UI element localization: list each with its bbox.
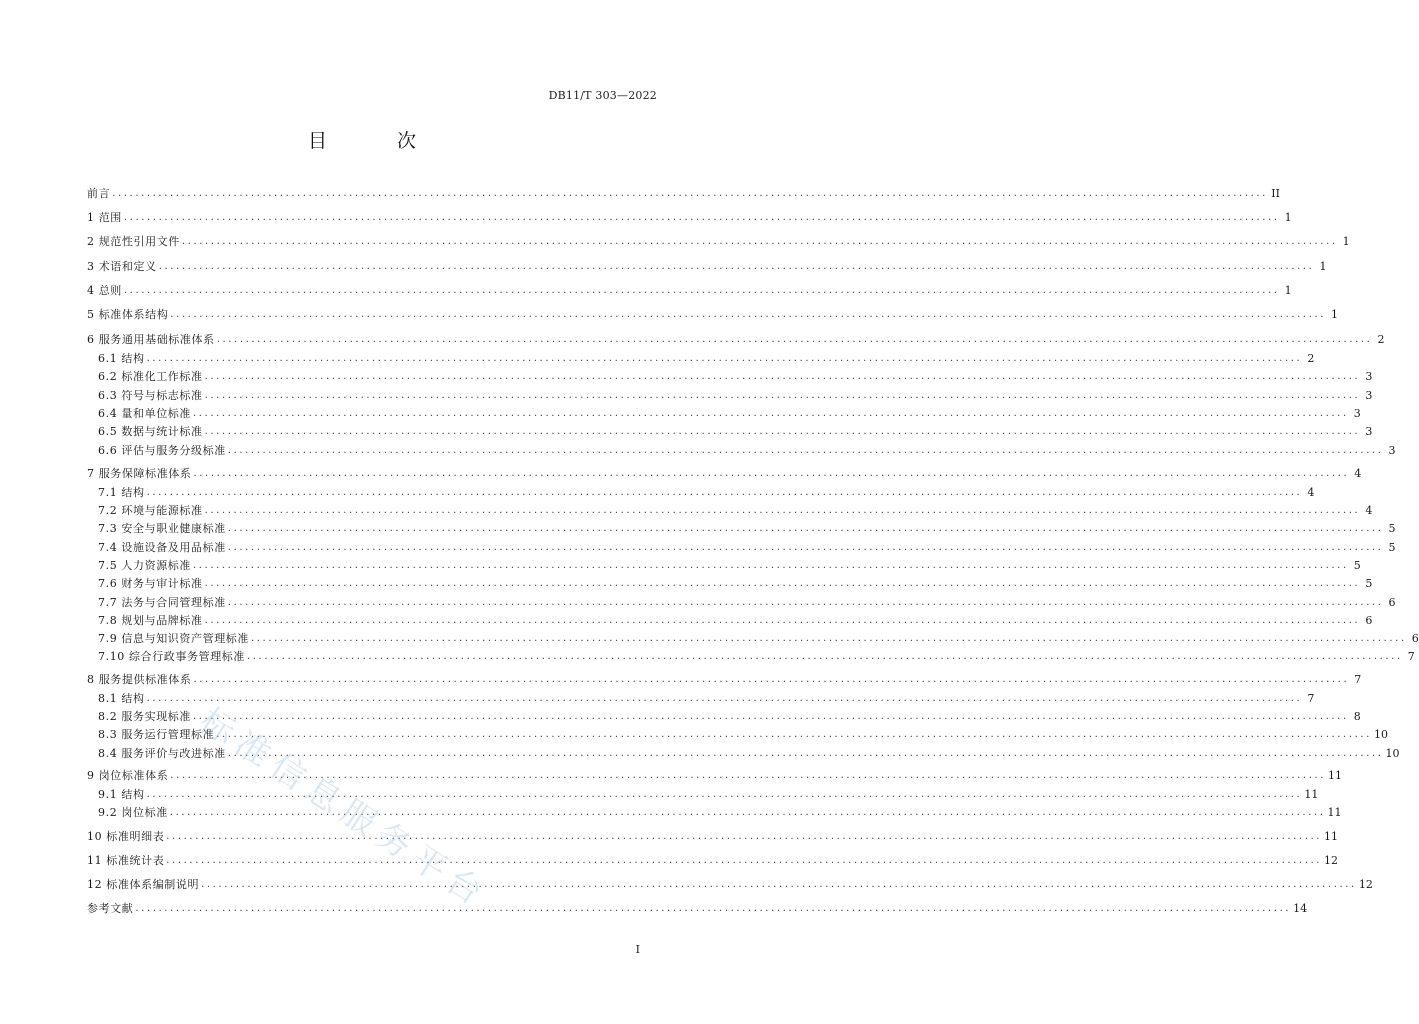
toc-leader-dots: ........................................................................................................................................................................................................ xyxy=(146,789,1303,800)
toc-leader-dots: ........................................................................................................................................................................................................ xyxy=(181,236,1338,247)
toc-entry[interactable] xyxy=(87,900,1308,916)
toc-leader-dots: ........................................................................................................................................................................................................ xyxy=(216,729,1372,740)
toc-entry[interactable] xyxy=(87,331,1385,347)
toc-leader-dots: ........................................................................................................................................................................................................ xyxy=(193,468,1350,479)
toc-entry[interactable] xyxy=(87,258,1327,274)
toc-leader-dots: ........................................................................................................................................................................................................ xyxy=(227,542,1384,553)
toc-entry-page: 8 xyxy=(1353,710,1361,723)
toc-entry-label: 6.3 符号与标志标准 xyxy=(98,389,203,402)
toc-entry-label: 7.1 结构 xyxy=(98,486,145,499)
toc-entry-page: 5 xyxy=(1388,522,1396,535)
toc-entry-page: 5 xyxy=(1365,577,1373,590)
toc-leader-dots: ........................................................................................................................................................................................................ xyxy=(166,831,1323,842)
watermark: 标准信息服务平台 xyxy=(192,700,496,918)
toc-entry[interactable] xyxy=(98,405,1361,421)
toc-leader-dots: ........................................................................................................................................................................................................ xyxy=(227,523,1384,534)
toc-leader-dots: ........................................................................................................................................................................................................ xyxy=(123,285,1280,296)
toc-leader-dots: ........................................................................................................................................................................................................ xyxy=(193,560,1349,571)
toc-leader-dots: ........................................................................................................................................................................................................ xyxy=(158,261,1315,272)
toc-entry-label: 12 标准体系编制说明 xyxy=(87,878,200,891)
toc-leader-dots: ........................................................................................................................................................................................................ xyxy=(204,505,1361,516)
toc-entry-page: 6 xyxy=(1411,632,1419,645)
toc-leader-dots: ........................................................................................................................................................................................................ xyxy=(170,309,1327,320)
toc-entry-label: 7.2 环境与能源标准 xyxy=(98,504,203,517)
toc-entry-label: 前言 xyxy=(87,187,111,200)
toc-entry[interactable] xyxy=(98,520,1396,536)
toc-leader-dots: ........................................................................................................................................................................................................ xyxy=(216,334,1373,345)
toc-entry[interactable] xyxy=(98,804,1342,820)
toc-leader-dots: ........................................................................................................................................................................................................ xyxy=(170,770,1327,781)
toc-leader-dots: ........................................................................................................................................................................................................ xyxy=(166,855,1323,866)
toc-leader-dots: ........................................................................................................................................................................................................ xyxy=(204,615,1361,626)
toc-entry-label: 9.1 结构 xyxy=(98,788,145,801)
toc-entry-page: 3 xyxy=(1353,407,1361,420)
toc-entry-page: 3 xyxy=(1365,370,1373,383)
toc-leader-dots: ........................................................................................................................................................................................................ xyxy=(146,353,1303,364)
toc-entry[interactable] xyxy=(98,387,1373,403)
toc-entry-label: 5 标准体系结构 xyxy=(87,308,169,321)
toc-entry-page: 1 xyxy=(1284,284,1292,297)
toc-entry[interactable] xyxy=(98,442,1396,458)
toc-leader-dots: ........................................................................................................................................................................................................ xyxy=(247,651,1403,662)
toc-entry-page: 11 xyxy=(1328,769,1343,782)
toc-leader-dots: ........................................................................................................................................................................................................ xyxy=(146,487,1303,498)
toc-entry[interactable] xyxy=(87,852,1339,868)
toc-entry[interactable] xyxy=(98,484,1315,500)
toc-entry-page: 1 xyxy=(1319,260,1327,273)
toc-entry-label: 6.5 数据与统计标准 xyxy=(98,425,203,438)
toc-entry-page: 12 xyxy=(1324,854,1339,867)
toc-entry[interactable] xyxy=(98,539,1396,555)
toc-entry-page: 7 xyxy=(1307,692,1315,705)
toc-entry-page: 3 xyxy=(1388,444,1396,457)
toc-leader-dots: ........................................................................................................................................................................................................ xyxy=(146,693,1303,704)
toc-entry-label: 7.10 综合行政事务管理标准 xyxy=(98,650,245,663)
toc-entry[interactable] xyxy=(98,612,1373,628)
toc-entry-page: 5 xyxy=(1388,541,1396,554)
toc-entry-label: 6 服务通用基础标准体系 xyxy=(87,333,215,346)
toc-entry[interactable] xyxy=(98,745,1400,761)
toc-entry-page: 1 xyxy=(1331,308,1339,321)
toc-entry[interactable] xyxy=(98,368,1373,384)
toc-entry-label: 8.2 服务实现标准 xyxy=(98,710,191,723)
toc-entry-page: 7 xyxy=(1354,673,1362,686)
toc-entry[interactable] xyxy=(87,465,1362,481)
toc-leader-dots: ........................................................................................................................................................................................................ xyxy=(227,748,1384,759)
toc-entry-page: 1 xyxy=(1342,235,1350,248)
toc-leader-dots: ........................................................................................................................................................................................................ xyxy=(251,633,1407,644)
toc-entry[interactable] xyxy=(87,767,1343,783)
toc-entry[interactable] xyxy=(87,876,1373,892)
page-number: I xyxy=(635,943,640,956)
toc-entry[interactable] xyxy=(87,209,1292,225)
toc-entry-page: 1 xyxy=(1284,211,1292,224)
toc-entry-page: 3 xyxy=(1365,425,1373,438)
toc-entry-label: 9 岗位标准体系 xyxy=(87,769,169,782)
toc-entry-page: 11 xyxy=(1304,788,1319,801)
toc-entry-label: 8.3 服务运行管理标准 xyxy=(98,728,215,741)
toc-entry[interactable] xyxy=(87,671,1362,687)
toc-leader-dots: ........................................................................................................................................................................................................ xyxy=(112,188,1268,199)
toc-entry[interactable] xyxy=(98,350,1315,366)
toc-entry-page: 4 xyxy=(1354,467,1362,480)
toc-entry-page: 7 xyxy=(1407,650,1415,663)
toc-entry[interactable] xyxy=(98,594,1396,610)
toc-entry[interactable] xyxy=(98,423,1373,439)
toc-entry[interactable] xyxy=(98,502,1373,518)
toc-entry-page: 11 xyxy=(1324,830,1339,843)
toc-leader-dots: ........................................................................................................................................................................................................ xyxy=(201,879,1357,890)
toc-entry-label: 7.9 信息与知识资产管理标准 xyxy=(98,632,249,645)
toc-leader-dots: ........................................................................................................................................................................................................ xyxy=(193,711,1349,722)
toc-title: 目 次 xyxy=(307,130,449,152)
toc-entry[interactable] xyxy=(98,630,1419,646)
toc-entry-label: 7.5 人力资源标准 xyxy=(98,559,191,572)
toc-entry[interactable] xyxy=(87,185,1280,201)
toc-entry-label: 4 总则 xyxy=(87,284,122,297)
toc-entry-page: 14 xyxy=(1293,902,1308,915)
document-code: DB11/T 303—2022 xyxy=(548,89,657,102)
toc-leader-dots: ........................................................................................................................................................................................................ xyxy=(204,426,1361,437)
toc-entry-page: 6 xyxy=(1388,596,1396,609)
toc-entry[interactable] xyxy=(98,575,1373,591)
toc-entry-page: II xyxy=(1271,187,1280,200)
toc-entry[interactable] xyxy=(98,786,1319,802)
toc-leader-dots: ........................................................................................................................................................................................................ xyxy=(193,674,1350,685)
toc-entry-page: 12 xyxy=(1358,878,1373,891)
toc-entry-label: 7 服务保障标准体系 xyxy=(87,467,192,480)
toc-leader-dots: ........................................................................................................................................................................................................ xyxy=(135,903,1292,914)
toc-entry-label: 1 范围 xyxy=(87,211,122,224)
toc-entry[interactable] xyxy=(98,726,1388,742)
toc-entry-page: 10 xyxy=(1373,728,1388,741)
toc-entry-label: 8.1 结构 xyxy=(98,692,145,705)
toc-entry-label: 6.2 标准化工作标准 xyxy=(98,370,203,383)
toc-leader-dots: ........................................................................................................................................................................................................ xyxy=(204,578,1361,589)
toc-entry-label: 6.1 结构 xyxy=(98,352,145,365)
toc-entry-label: 7.3 安全与职业健康标准 xyxy=(98,522,226,535)
toc-leader-dots: ........................................................................................................................................................................................................ xyxy=(227,597,1384,608)
toc-entry-label: 8 服务提供标准体系 xyxy=(87,673,192,686)
toc-leader-dots: ........................................................................................................................................................................................................ xyxy=(204,371,1361,382)
toc-entry-label: 6.4 量和单位标准 xyxy=(98,407,191,420)
toc-entry-page: 4 xyxy=(1307,486,1315,499)
toc-entry[interactable] xyxy=(87,828,1339,844)
toc-entry-label: 7.6 财务与审计标准 xyxy=(98,577,203,590)
toc-entry-page: 4 xyxy=(1365,504,1373,517)
toc-entry[interactable] xyxy=(98,557,1361,573)
toc-entry-page: 10 xyxy=(1385,747,1400,760)
toc-entry[interactable] xyxy=(98,708,1361,724)
toc-entry-label: 3 术语和定义 xyxy=(87,260,157,273)
toc-entry-label: 7.7 法务与合同管理标准 xyxy=(98,596,226,609)
toc-entry-page: 3 xyxy=(1365,389,1373,402)
toc-entry-label: 7.4 设施设备及用品标准 xyxy=(98,541,226,554)
toc-entry-label: 7.8 规划与品牌标准 xyxy=(98,614,203,627)
toc-entry-label: 10 标准明细表 xyxy=(87,830,165,843)
toc-entry[interactable] xyxy=(87,233,1350,249)
toc-entry-label: 2 规范性引用文件 xyxy=(87,235,180,248)
toc-entry-page: 11 xyxy=(1327,806,1342,819)
toc-entry[interactable] xyxy=(87,282,1292,298)
toc-entry-label: 参考文献 xyxy=(87,902,134,915)
toc-entry-label: 9.2 岗位标准 xyxy=(98,806,168,819)
toc-entry[interactable] xyxy=(98,648,1415,664)
toc-entry-page: 6 xyxy=(1365,614,1373,627)
toc-leader-dots: ........................................................................................................................................................................................................ xyxy=(193,408,1349,419)
toc-entry-label: 8.4 服务评价与改进标准 xyxy=(98,747,226,760)
toc-leader-dots: ........................................................................................................................................................................................................ xyxy=(123,212,1280,223)
toc-leader-dots: ........................................................................................................................................................................................................ xyxy=(169,807,1326,818)
toc-entry-page: 2 xyxy=(1307,352,1315,365)
toc-entry-label: 6.6 评估与服务分级标准 xyxy=(98,444,226,457)
toc-entry-label: 11 标准统计表 xyxy=(87,854,165,867)
toc-leader-dots: ........................................................................................................................................................................................................ xyxy=(204,390,1361,401)
table-of-contents xyxy=(87,0,1419,1024)
toc-entry[interactable] xyxy=(98,690,1315,706)
toc-entry-page: 2 xyxy=(1377,333,1385,346)
toc-entry-page: 5 xyxy=(1353,559,1361,572)
toc-entry[interactable] xyxy=(87,306,1339,322)
toc-leader-dots: ........................................................................................................................................................................................................ xyxy=(227,445,1384,456)
